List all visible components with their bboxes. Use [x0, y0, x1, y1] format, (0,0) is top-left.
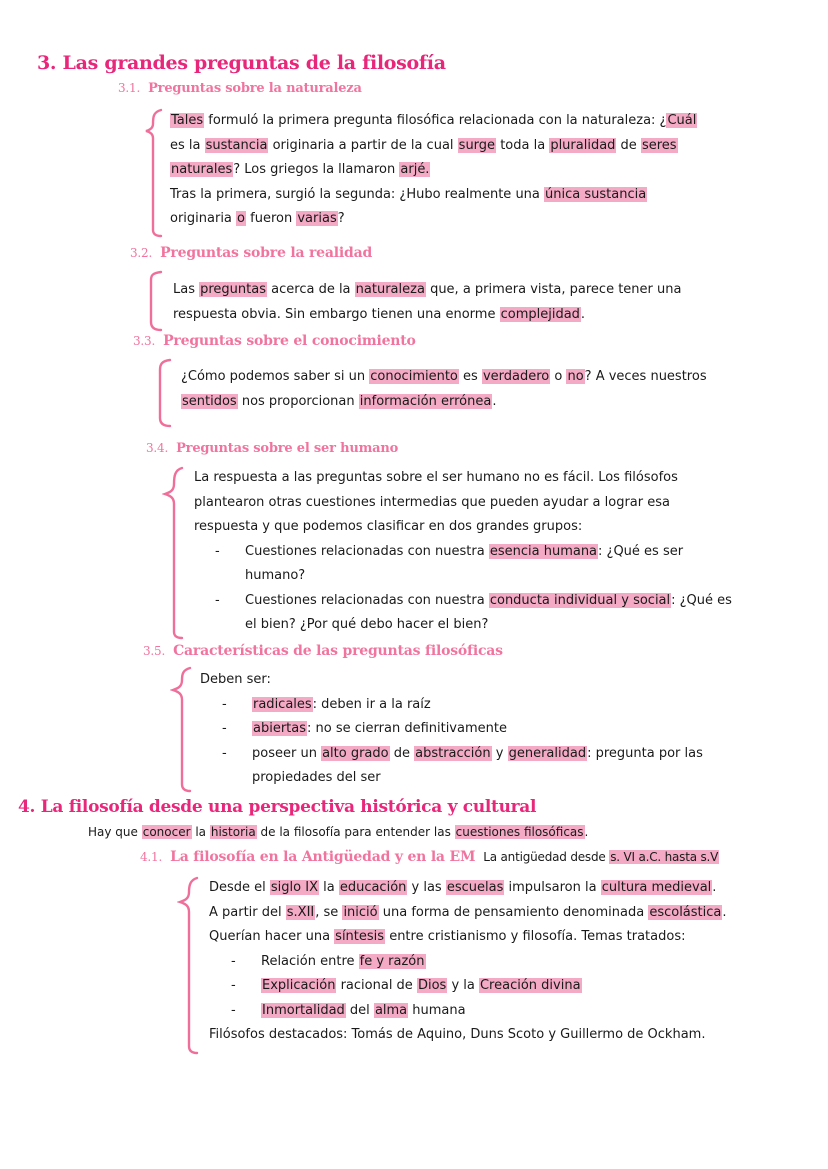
highlighted-term: fe y razón — [359, 953, 425, 969]
text-line — [170, 207, 697, 232]
bracket-icon — [143, 108, 165, 238]
bullet-dash-icon: - — [222, 696, 227, 712]
text-run: La antigüedad desde — [483, 850, 610, 864]
text-line — [261, 950, 727, 975]
section-number: 3.3. — [133, 334, 156, 348]
highlighted-term: escolástica — [649, 904, 722, 920]
section-title: Preguntas sobre el conocimiento — [163, 333, 416, 349]
text-run: una forma de pensamiento denominada — [378, 904, 649, 920]
text-run: la — [191, 825, 210, 839]
section-title: La filosofía en la Antigüedad y en la EM — [170, 849, 476, 865]
highlighted-term: surge — [458, 137, 496, 153]
highlighted-term: complejidad — [500, 306, 580, 322]
highlighted-term: radicales — [253, 696, 312, 712]
highlighted-term: Explicación — [262, 978, 336, 993]
text-line — [252, 693, 703, 718]
highlighted-term: conocimiento — [370, 369, 458, 384]
highlighted-term: abstracción — [415, 745, 491, 761]
text-run: . — [580, 306, 586, 322]
bullet-dash-icon: - — [231, 953, 236, 969]
section-3-4-list — [194, 540, 732, 638]
highlighted-term: síntesis — [335, 929, 385, 944]
text-run: originaria a partir de la cual — [268, 137, 458, 153]
text-line — [245, 540, 732, 565]
text-run: : pregunta por las — [587, 745, 703, 761]
text-line — [170, 134, 697, 159]
text-run: Hay que — [88, 825, 142, 839]
text-run: . — [584, 825, 589, 839]
text-run: Tras la primera, surgió la segunda: ¿Hubo realmente una — [170, 186, 545, 202]
text-run: respuesta obvia. Sin embargo tienen una enorme — [173, 306, 500, 322]
list-item — [222, 717, 703, 742]
section-3-3-heading — [133, 333, 416, 349]
bracket-icon — [170, 666, 194, 794]
text-run: plantearon otras cuestiones intermedias que pueden ayudar a lograr esa — [194, 494, 670, 510]
text-line — [261, 999, 727, 1024]
highlighted-term: pluralidad — [550, 137, 616, 153]
list-item — [215, 540, 732, 589]
section-title: Preguntas sobre el ser humano — [176, 441, 399, 456]
text-run: la — [318, 880, 339, 895]
text-run: entre cristianismo y filosofía. Temas tratados: — [385, 929, 686, 944]
bullet-dash-icon: - — [231, 978, 236, 993]
text-run: Relación entre — [261, 953, 359, 969]
highlighted-term: alto grado — [322, 745, 389, 761]
inline-note — [483, 850, 719, 864]
text-run: y las — [407, 880, 446, 895]
text-run: , se — [315, 904, 343, 920]
text-run: y la — [447, 978, 479, 993]
highlighted-term: abiertas — [253, 721, 307, 736]
highlighted-term: preguntas — [200, 282, 267, 297]
text-line — [194, 466, 732, 491]
text-run: impulsaron la — [504, 880, 601, 895]
text-run: ? A veces nuestros — [584, 369, 707, 384]
text-run: poseer un — [252, 745, 322, 761]
bullet-dash-icon: - — [215, 543, 220, 559]
highlighted-term: Tales — [171, 113, 204, 128]
section-3-3-body — [181, 365, 707, 414]
bracket-icon — [162, 466, 186, 641]
text-run: Las — [173, 282, 200, 297]
text-line — [209, 876, 727, 901]
text-run: es la — [170, 137, 205, 153]
highlighted-term: verdadero — [482, 369, 550, 384]
text-line — [170, 158, 697, 183]
section-3-2-body — [173, 278, 681, 327]
text-run: . — [712, 880, 717, 895]
text-line — [245, 564, 732, 589]
text-run: de — [389, 745, 415, 761]
list-item — [222, 693, 703, 718]
list-item — [231, 974, 727, 999]
text-line — [181, 365, 707, 390]
section-3-5-intro: Deben ser: — [200, 672, 271, 687]
bracket-icon — [152, 358, 174, 428]
highlighted-term: Dios — [417, 978, 447, 993]
bracket-icon — [143, 270, 165, 332]
list-item — [231, 950, 727, 975]
text-line — [181, 390, 707, 415]
highlighted-term: naturaleza — [355, 282, 425, 297]
text-run: propiedades del ser — [252, 770, 381, 785]
highlighted-term: no — [567, 369, 584, 384]
section-3-4-heading — [146, 441, 398, 456]
text-run: de la filosofía para entender las — [256, 825, 455, 839]
text-line — [173, 303, 681, 328]
text-line — [252, 717, 703, 742]
bullet-dash-icon: - — [231, 1002, 236, 1018]
text-line — [245, 613, 732, 638]
text-run: o — [550, 369, 567, 384]
list-item — [215, 589, 732, 638]
highlighted-term: sustancia — [205, 137, 268, 153]
highlighted-term: cultura medieval — [601, 880, 712, 895]
highlighted-term: inició — [343, 904, 378, 920]
section-3-1-heading — [118, 81, 362, 96]
text-run: nos proporcionan — [237, 393, 359, 409]
text-run: : ¿Qué es — [671, 592, 732, 608]
text-run: del — [345, 1002, 374, 1018]
highlighted-term: esencia humana — [489, 543, 598, 559]
highlighted-term: Cuál — [667, 113, 697, 128]
section-4-1-list — [209, 950, 727, 1024]
section-3-4-paragraph — [194, 466, 732, 540]
text-run: humana — [408, 1002, 466, 1018]
section-title: Preguntas sobre la naturaleza — [148, 81, 362, 96]
section-3-5-heading — [143, 643, 503, 659]
highlighted-term: conocer — [142, 825, 191, 839]
highlighted-term: generalidad — [508, 745, 587, 761]
highlighted-term: alma — [374, 1002, 408, 1018]
section-3-title: 3. Las grandes preguntas de la filosofía — [37, 52, 446, 74]
section-4-1-body — [209, 876, 727, 1048]
bullet-dash-icon: - — [215, 592, 220, 608]
highlighted-term: arjé. — [400, 162, 430, 177]
highlighted-term: escuelas — [446, 880, 504, 895]
text-run: racional de — [336, 978, 417, 993]
text-run: A partir del — [209, 904, 286, 920]
text-run: : no se cierran definitivamente — [307, 721, 507, 736]
text-line — [194, 515, 732, 540]
text-line — [245, 589, 732, 614]
highlighted-term: educación — [339, 880, 407, 895]
bullet-dash-icon: - — [222, 745, 227, 761]
section-number: 3.1. — [118, 81, 141, 95]
highlighted-term: s. VI a.C. hasta s.V — [610, 850, 719, 864]
section-title: Preguntas sobre la realidad — [160, 245, 373, 261]
list-item — [222, 742, 703, 791]
text-run: : ¿Qué es ser — [598, 543, 684, 559]
section-4-1-outro — [209, 1023, 727, 1048]
highlighted-term: s.XII — [286, 904, 315, 920]
highlighted-term: conducta individual y social — [489, 592, 671, 608]
highlighted-term: varias — [297, 211, 337, 226]
section-number: 3.2. — [130, 246, 153, 260]
text-run: : deben ir a la raíz — [312, 696, 431, 712]
section-3-5-list — [200, 693, 703, 791]
text-line — [252, 766, 703, 791]
section-3-1-body — [170, 109, 697, 232]
text-line — [170, 183, 697, 208]
section-4-1-paragraph — [209, 876, 727, 950]
text-run: Cuestiones relacionadas con nuestra — [245, 592, 489, 608]
highlighted-term: Creación divina — [479, 978, 581, 993]
text-run: de — [616, 137, 641, 153]
highlighted-term: historia — [210, 825, 256, 839]
text-run: Querían hacer una — [209, 929, 335, 944]
highlighted-term: seres — [641, 137, 677, 153]
text-run: Desde el — [209, 880, 270, 895]
section-3-2-heading — [130, 245, 372, 261]
text-run: La respuesta a las preguntas sobre el ser humano no es fácil. Los filósofos — [194, 470, 678, 485]
bracket-icon — [177, 876, 201, 1056]
section-4-1-heading — [140, 849, 719, 865]
text-run: originaria — [170, 211, 237, 226]
text-line — [252, 742, 703, 767]
text-line — [173, 278, 681, 303]
list-item — [231, 999, 727, 1024]
text-run: formuló la primera pregunta filosófica relacionada con la naturaleza: ¿ — [204, 113, 667, 128]
highlighted-term: cuestiones filosóficas — [455, 825, 584, 839]
text-line — [209, 901, 727, 926]
text-run: ? Los griegos la llamaron — [233, 162, 400, 177]
text-run: el bien? ¿Por qué debo hacer el bien? — [245, 617, 489, 632]
section-3-4-body — [194, 466, 732, 638]
text-run: Cuestiones relacionadas con nuestra — [245, 543, 489, 559]
highlighted-term: o — [237, 211, 246, 226]
text-run: Filósofos destacados: Tomás de Aquino, Duns Scoto y Guillermo de Ockham. — [209, 1027, 706, 1042]
section-4-title: 4. La filosofía desde una perspectiva histórica y cultural — [18, 797, 537, 817]
text-run: y — [491, 745, 508, 761]
text-run: fueron — [246, 211, 297, 226]
bullet-dash-icon: - — [222, 721, 227, 736]
section-title: Características de las preguntas filosóficas — [173, 643, 503, 659]
text-line — [209, 925, 727, 950]
text-run: acerca de la — [267, 282, 355, 297]
highlighted-term: sentidos — [182, 393, 237, 409]
text-run: respuesta y que podemos clasificar en dos grandes grupos: — [194, 519, 583, 534]
text-run: humano? — [245, 568, 306, 583]
intro-line — [88, 820, 588, 845]
section-number: 4.1. — [140, 850, 163, 864]
text-run: . — [722, 904, 727, 920]
text-line — [194, 491, 732, 516]
text-line — [170, 109, 697, 134]
text-run: . — [492, 393, 497, 409]
text-run: es — [458, 369, 482, 384]
text-run: toda la — [496, 137, 550, 153]
text-run: ¿Cómo podemos saber si un — [181, 369, 370, 384]
text-run: que, a primera vista, parece tener una — [425, 282, 682, 297]
highlighted-term: Inmortalidad — [262, 1002, 345, 1018]
text-run: ? — [337, 211, 345, 226]
section-3-5-body — [200, 668, 703, 791]
text-line — [261, 974, 727, 999]
highlighted-term: información errónea — [359, 393, 492, 409]
highlighted-term: única sustancia — [545, 186, 647, 202]
section-number: 3.5. — [143, 644, 166, 658]
section-number: 3.4. — [146, 441, 169, 455]
section-4-intro — [88, 820, 588, 845]
highlighted-term: naturales — [171, 162, 233, 177]
highlighted-term: siglo IX — [270, 880, 318, 895]
